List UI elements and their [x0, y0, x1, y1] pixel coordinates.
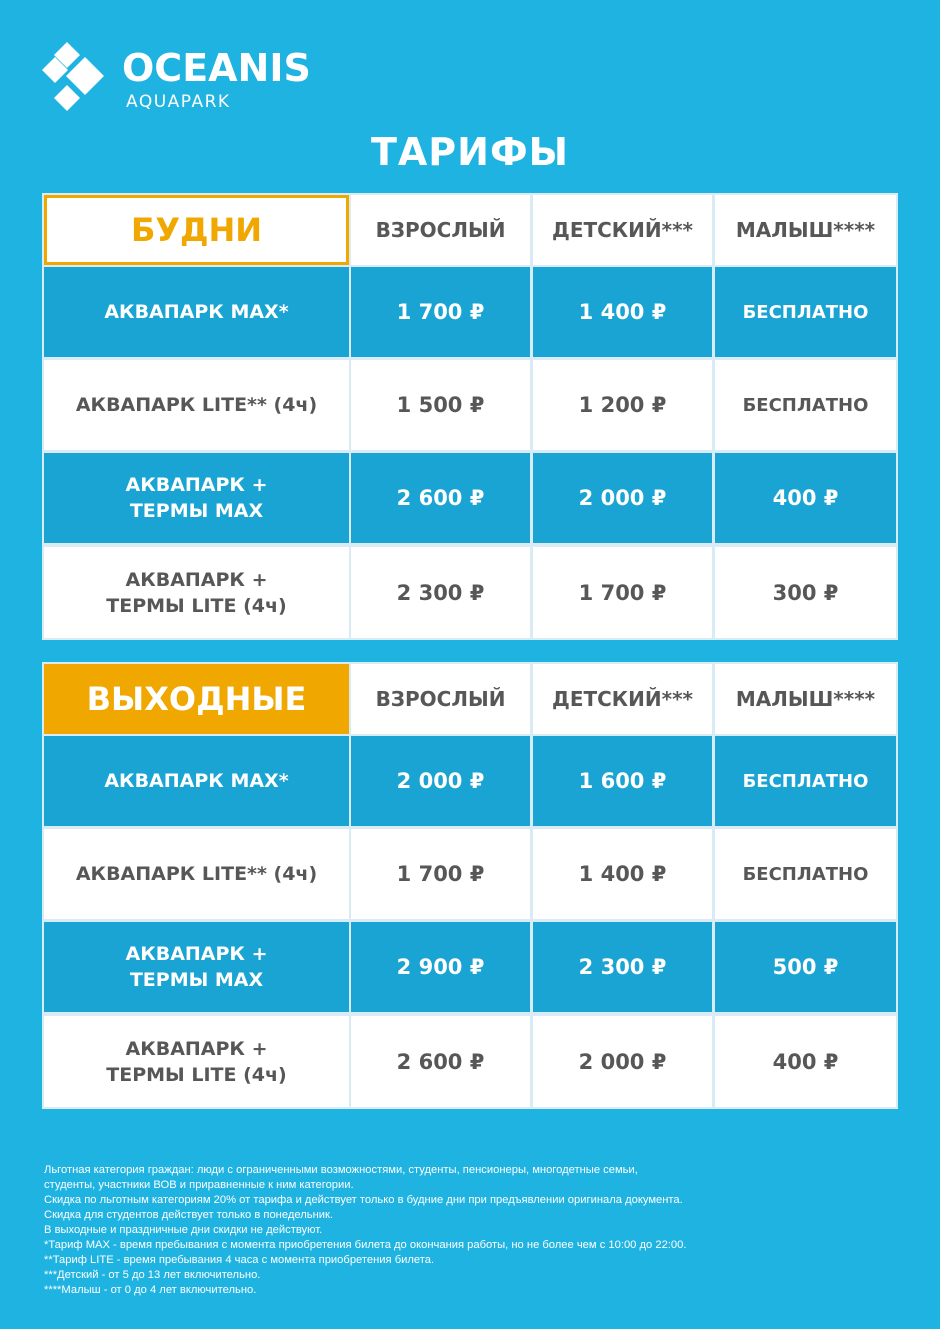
adult-price: 1 700 ₽	[351, 267, 530, 357]
tariff-label: АКВАПАРК MAX*	[44, 267, 349, 357]
baby-price: 300 ₽	[715, 547, 896, 638]
child-price: 1 600 ₽	[533, 736, 712, 826]
footnote-line: Льготная категория граждан: люди с ограниченными возможностями, студенты, пенсионеры, многодетные семьи,	[44, 1164, 638, 1176]
baby-price: БЕСПЛАТНО	[715, 360, 896, 450]
footnote-line: Скидка по льготным категориям 20% от тарифа и действует только в будние дни при предъявлении оригинала документа.	[44, 1194, 683, 1206]
adult-price: 2 000 ₽	[351, 736, 530, 826]
child-column-header: ДЕТСКИЙ***	[533, 195, 712, 265]
weekend-price-table	[42, 662, 898, 1109]
baby-price: 400 ₽	[715, 453, 896, 543]
footnote-line: **Тариф LITE - время пребывания 4 часа с момента приобретения билета.	[44, 1254, 435, 1266]
diamond-logo-icon	[42, 40, 108, 116]
adult-price: 2 600 ₽	[351, 1016, 530, 1107]
adult-price: 1 500 ₽	[351, 360, 530, 450]
baby-column-header: МАЛЫШ****	[715, 664, 896, 734]
footnote-line: Скидка для студентов действует только в понедельник.	[44, 1209, 334, 1221]
footnote-line: ***Детский - от 5 до 13 лет включительно.	[44, 1269, 261, 1281]
child-column-header: ДЕТСКИЙ***	[533, 664, 712, 734]
baby-price: БЕСПЛАТНО	[715, 736, 896, 826]
child-price: 1 200 ₽	[533, 360, 712, 450]
footnote-line: ****Малыш - от 0 до 4 лет включительно.	[44, 1284, 257, 1296]
adult-column-header: ВЗРОСЛЫЙ	[351, 195, 530, 265]
weekend-header: ВЫХОДНЫЕ	[44, 664, 349, 734]
child-price: 1 400 ₽	[533, 829, 712, 919]
child-price: 2 300 ₽	[533, 922, 712, 1012]
adult-price: 2 900 ₽	[351, 922, 530, 1012]
adult-column-header: ВЗРОСЛЫЙ	[351, 664, 530, 734]
footnote-line: студенты, участники ВОВ и приравненные к ним категории.	[44, 1179, 354, 1191]
baby-price: БЕСПЛАТНО	[715, 267, 896, 357]
weekday-price-table	[42, 193, 898, 640]
footnotes	[44, 1163, 904, 1298]
child-price: 2 000 ₽	[533, 453, 712, 543]
tariff-label: АКВАПАРК LITE** (4ч)	[44, 829, 349, 919]
child-price: 1 400 ₽	[533, 267, 712, 357]
tariff-label: АКВАПАРК + ТЕРМЫ LITE (4ч)	[44, 547, 349, 638]
footnote-line: В выходные и праздничные дни скидки не действуют.	[44, 1224, 323, 1236]
weekday-header: БУДНИ	[44, 195, 349, 265]
adult-price: 2 600 ₽	[351, 453, 530, 543]
footnote-line: *Тариф MAX - время пребывания с момента приобретения билета до окончания работы, но не более чем с 10:00 до 22:00.	[44, 1239, 687, 1251]
tariff-label: АКВАПАРК + ТЕРМЫ LITE (4ч)	[44, 1016, 349, 1107]
brand-name: OCEANIS	[122, 46, 311, 90]
child-price: 2 000 ₽	[533, 1016, 712, 1107]
tariff-label: АКВАПАРК + ТЕРМЫ MAX	[44, 922, 349, 1012]
adult-price: 1 700 ₽	[351, 829, 530, 919]
page-title: ТАРИФЫ	[370, 130, 570, 174]
baby-column-header: МАЛЫШ****	[715, 195, 896, 265]
child-price: 1 700 ₽	[533, 547, 712, 638]
tariff-label: АКВАПАРК + ТЕРМЫ MAX	[44, 453, 349, 543]
baby-price: 400 ₽	[715, 1016, 896, 1107]
tariff-label: АКВАПАРК LITE** (4ч)	[44, 360, 349, 450]
brand-subtitle: AQUAPARK	[126, 92, 231, 112]
baby-price: БЕСПЛАТНО	[715, 829, 896, 919]
adult-price: 2 300 ₽	[351, 547, 530, 638]
baby-price: 500 ₽	[715, 922, 896, 1012]
tariff-label: АКВАПАРК MAX*	[44, 736, 349, 826]
